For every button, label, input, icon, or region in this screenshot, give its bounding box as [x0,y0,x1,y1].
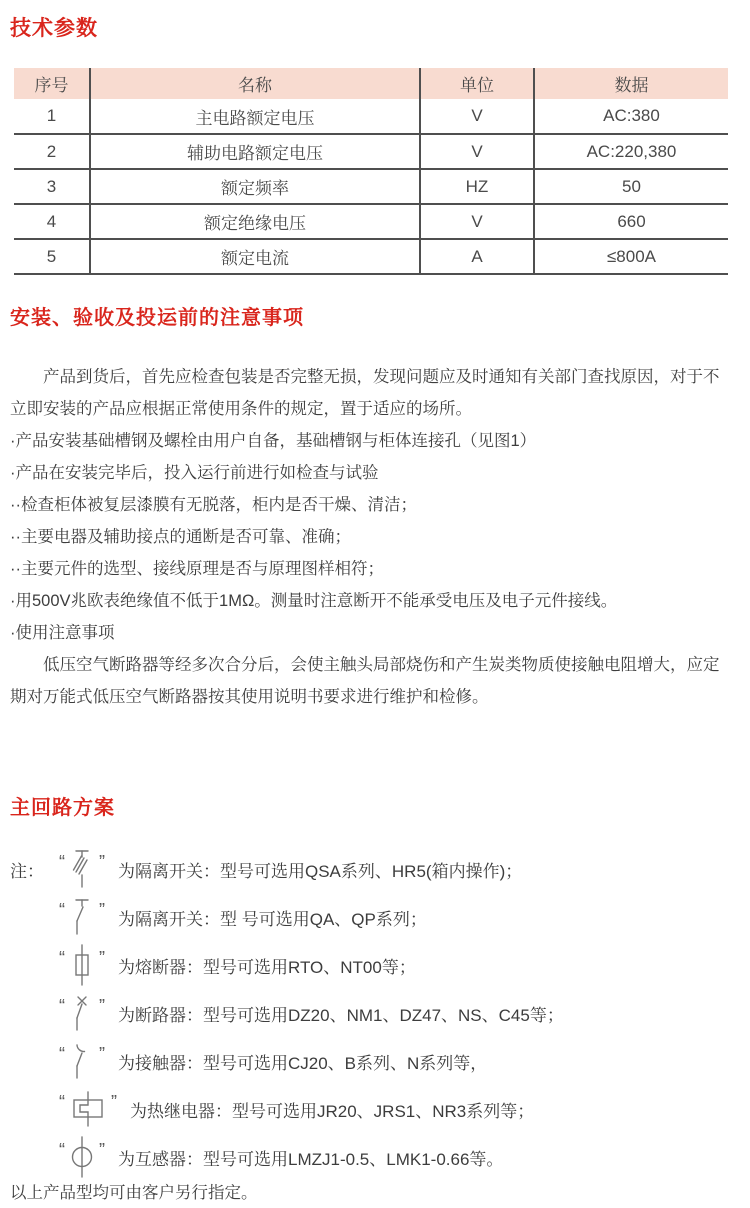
open-quote: “ [59,948,65,968]
bullet-line: ··检查柜体被复层漆膜有无脱落，柜内是否干燥、清洁； [10,496,417,514]
circuit-breaker-icon [68,992,96,1034]
table-cell: 额定电流 [90,239,420,274]
contactor-icon [68,1040,96,1082]
legend-item [10,1085,740,1133]
table-cell: 2 [14,134,90,169]
table-cell: 额定绝缘电压 [90,204,420,239]
table-cell: V [420,134,534,169]
table-cell: 50 [534,169,728,204]
fuse-icon [68,944,96,986]
table-cell: V [420,204,534,239]
table-cell: HZ [420,169,534,204]
close-quote: ” [99,900,105,920]
column-header: 名称 [90,68,420,99]
column-header: 数据 [534,68,728,99]
bullet-line: ·产品安装基础槽钢及螺栓由用户自备，基础槽钢与柜体连接孔（见图1） [10,432,537,450]
footer-note: 以上产品型均可由客户另行指定。 [10,1184,258,1202]
table-row [14,134,728,169]
legend-item-text: 为断路器：型号可选用DZ20、NM1、DZ47、NS、C45等； [118,1005,564,1025]
table-cell: AC:380 [534,99,728,134]
open-quote: “ [59,852,65,872]
open-quote: “ [59,996,65,1016]
bullet-line: ·产品在安装完毕后，投入运行前进行如检查与试验 [10,464,379,482]
legend-item [10,989,740,1037]
table-cell: 4 [14,204,90,239]
open-quote: “ [59,1092,65,1112]
column-header: 单位 [420,68,534,99]
table-row [14,204,728,239]
column-header: 序号 [14,68,90,99]
disconnector-icon [68,896,96,938]
open-quote: “ [59,1140,65,1160]
paragraph: 低压空气断路器等经多次合分后，会使主触头局部烧伤和产生炭类物质使接触电阻增大，应定期对万能式低压空气断路器按其使用说明书要求进行维护和检修。 [10,656,720,706]
legend-item [10,893,740,941]
legend-item-text: 为接触器：型号可选用CJ20、B系列、N系列等， [118,1053,488,1073]
legend-item-text: 为隔离开关：型 号可选用QA、QP系列； [118,909,427,929]
paragraph: 产品到货后，首先应检查包装是否完整无损，发现问题应及时通知有关部门查找原因，对于不立即安装的产品应根据正常使用条件的规定，置于适应的场所。 [10,368,720,418]
legend-item [10,941,740,989]
switch-disconnector-3pole-icon [68,848,96,890]
table-row [14,239,728,274]
open-quote: “ [59,1044,65,1064]
bullet-line: ·使用注意事项 [10,624,115,642]
install-notes-block [10,361,728,713]
open-quote: “ [59,900,65,920]
close-quote: ” [99,996,105,1016]
table-cell: 3 [14,169,90,204]
close-quote: ” [99,852,105,872]
table-cell: 额定频率 [90,169,420,204]
legend-item-text: 为熔断器：型号可选用RTO、NT00等； [118,957,416,977]
bullet-line: ··主要电器及辅助接点的通断是否可靠、准确； [10,528,351,546]
section-title-install-notes: 安装、验收及投运前的注意事项 [10,307,304,329]
table-cell: V [420,99,534,134]
table-cell: ≤800A [534,239,728,274]
current-transformer-icon [68,1136,96,1178]
close-quote: ” [99,948,105,968]
table-header-row [14,68,728,99]
table-cell: 5 [14,239,90,274]
bullet-line: ··主要元件的选型、接线原理是否与原理图样相符； [10,560,384,578]
close-quote: ” [99,1044,105,1064]
section-title-main-circuit: 主回路方案 [10,797,115,819]
close-quote: ” [99,1140,105,1160]
legend-item [10,845,740,893]
table-cell: 1 [14,99,90,134]
legend-item-text: 为隔离开关：型号可选用QSA系列、HR5(箱内操作)； [118,861,523,881]
tech-params-table [14,68,728,275]
table-cell: 主电路额定电压 [90,99,420,134]
legend-item [10,1037,740,1085]
close-quote: ” [111,1092,117,1112]
legend-item-text: 为热继电器：型号可选用JR20、JRS1、NR3系列等； [130,1101,535,1121]
table-cell: 辅助电路额定电压 [90,134,420,169]
circuit-symbol-legend [10,845,740,1181]
thermal-relay-icon [68,1088,108,1130]
table-cell: AC:220,380 [534,134,728,169]
bullet-line: ·用500V兆欧表绝缘值不低于1MΩ。测量时注意断开不能承受电压及电子元件接线。 [10,592,618,610]
table-cell: A [420,239,534,274]
legend-item-text: 为互感器：型号可选用LMZJ1-0.5、LMK1-0.66等。 [118,1149,504,1169]
legend-item [10,1133,740,1181]
table-row [14,169,728,204]
section-title-tech-params: 技术参数 [10,17,98,40]
note-prefix-label: 注： [10,861,44,881]
table-cell: 660 [534,204,728,239]
table-row [14,99,728,134]
